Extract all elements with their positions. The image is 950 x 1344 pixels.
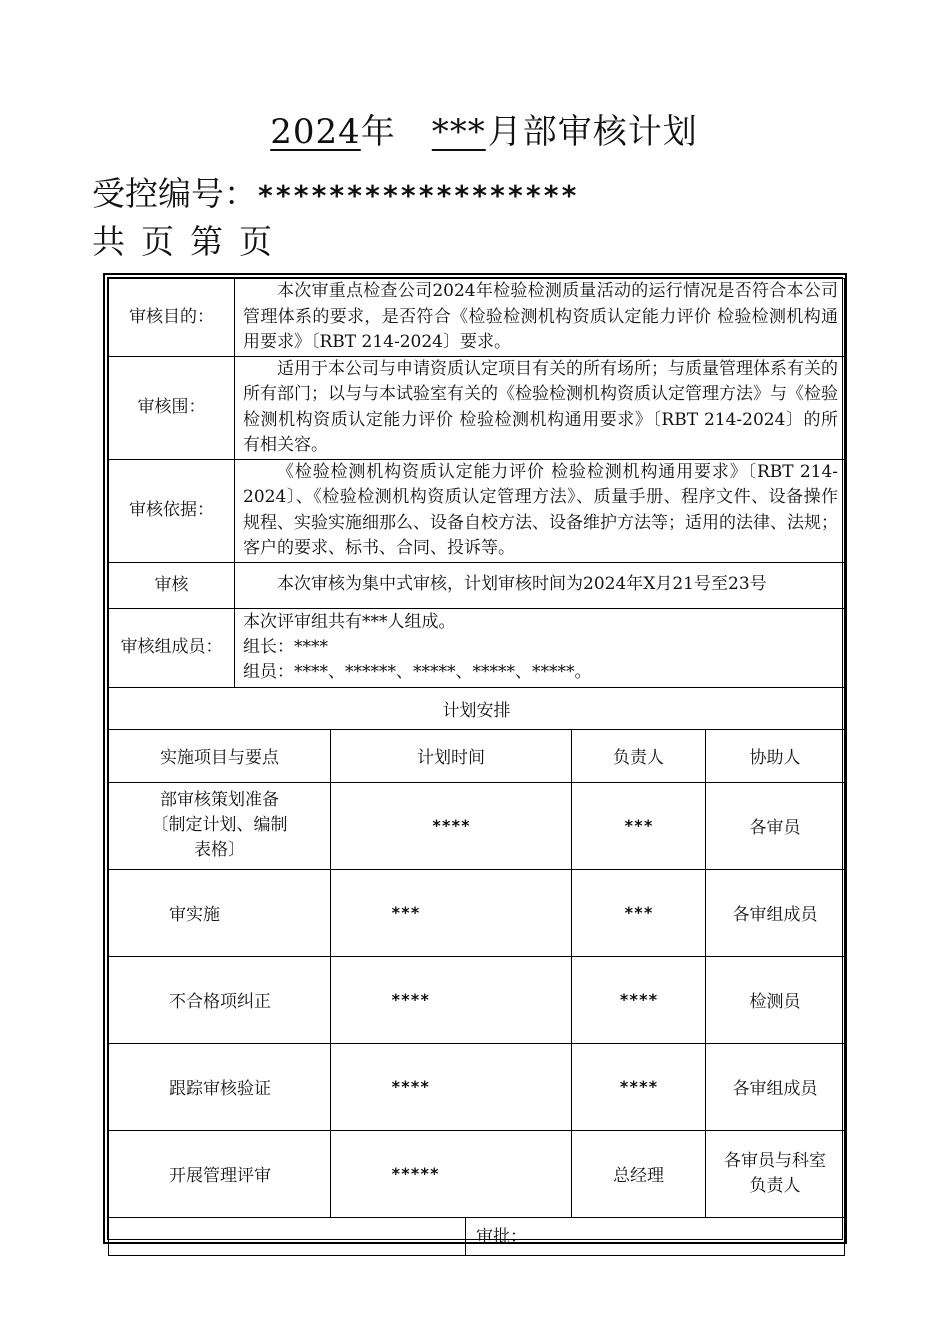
document-title xyxy=(0,104,950,153)
pages-current-unit: 页 xyxy=(239,222,272,261)
plan-owner: **** xyxy=(572,1043,706,1130)
plan-assist: 各审员 xyxy=(706,782,845,869)
members-row xyxy=(109,608,845,687)
title-year-suffix: 年 xyxy=(360,112,396,152)
plan-row xyxy=(109,1130,845,1217)
time-text: 本次审核为集中式审核，计划审核时间为2024年X月21号至23号 xyxy=(235,562,845,608)
audit-plan-inner-frame xyxy=(107,277,843,1247)
plan-item: 跟踪审核验证 xyxy=(109,1043,331,1130)
plan-time: **** xyxy=(331,1043,572,1130)
plan-owner: **** xyxy=(572,956,706,1043)
header-assist: 协助人 xyxy=(706,729,845,782)
plan-time: *** xyxy=(331,869,572,956)
members-cell xyxy=(235,608,845,687)
pages-current-label: 第 xyxy=(190,222,223,261)
members-label: 审核组成员： xyxy=(109,608,235,687)
header-owner: 负责人 xyxy=(572,729,706,782)
header-time: 计划时间 xyxy=(331,729,572,782)
plan-title: 计划安排 xyxy=(109,687,845,729)
time-row xyxy=(109,562,845,608)
plan-row xyxy=(109,782,845,869)
plan-item: 不合格项纠正 xyxy=(109,956,331,1043)
plan-row xyxy=(109,869,845,956)
plan-assist: 检测员 xyxy=(706,956,845,1043)
plan-row xyxy=(109,956,845,1043)
audit-plan-table xyxy=(108,278,845,1256)
audit-plan-frame xyxy=(103,273,847,1247)
plan-item: 部审核策划准备〔制定计划、编制表格〕 xyxy=(109,782,331,869)
plan-assist: 各审组成员 xyxy=(706,869,845,956)
purpose-text: 本次审重点检查公司2024年检验检测质量活动的运行情况是否符合本公司管理体系的要求，是否符合《检验检测机构资质认定能力评价 检验检测机构通用要求》〔RBT 214-2024〕要求。 xyxy=(235,279,845,357)
header-item: 实施项目与要点 xyxy=(109,729,331,782)
plan-assist: 各审员与科室负责人 xyxy=(706,1130,845,1217)
page-count-line xyxy=(92,216,288,263)
plan-time: ***** xyxy=(331,1130,572,1217)
approval-blank-cell xyxy=(109,1217,466,1255)
basis-row xyxy=(109,459,845,562)
plan-row xyxy=(109,1043,845,1130)
plan-header-row xyxy=(109,729,845,782)
approval-label: 审批： xyxy=(466,1217,845,1255)
scope-row xyxy=(109,356,845,459)
scope-text: 适用于本公司与申请资质认定项目有关的所有场所；与质量管理体系有关的所有部门；以与与本试验室有关的《检验检测机构资质认定管理方法》与《检验检测机构资质认定能力评价 检验检测机构通用要求》〔RBT 214-2024〕的所有相关容。 xyxy=(235,356,845,459)
basis-text: 《检验检测机构资质认定能力评价 检验检测机构通用要求》〔RBT 214-2024〕、《检验检测机构资质认定管理方法》、质量手册、程序文件、设备操作规程、实验实施细那么、设备自校方法、设备维护方法等；适用的法律、法规；客户的要求、标书、合同、投诉等。 xyxy=(235,459,845,562)
members-summary: 本次评审组共有***人组成。 xyxy=(243,612,456,632)
plan-time: **** xyxy=(331,782,572,869)
pages-total-label: 共 xyxy=(92,222,125,261)
plan-time: **** xyxy=(331,956,572,1043)
basis-label: 审核依据： xyxy=(109,459,235,562)
control-number-line xyxy=(92,168,578,215)
title-month: *** xyxy=(431,112,486,152)
members-leader: 组长：**** xyxy=(243,637,328,657)
members-list: 组员：****、******、*****、*****、*****。 xyxy=(243,662,592,682)
control-number: ****************** xyxy=(257,179,579,212)
scope-label: 审核围： xyxy=(109,356,235,459)
approval-row xyxy=(109,1217,845,1255)
title-year: 2024 xyxy=(270,112,361,152)
plan-assist: 各审组成员 xyxy=(706,1043,845,1130)
plan-owner: 总经理 xyxy=(572,1130,706,1217)
plan-owner: *** xyxy=(572,782,706,869)
purpose-row xyxy=(109,279,845,357)
plan-owner: *** xyxy=(572,869,706,956)
control-label: 受控编号： xyxy=(92,174,257,213)
time-label: 审核 xyxy=(109,562,235,608)
plan-item: 审实施 xyxy=(109,869,331,956)
plan-item: 开展管理评审 xyxy=(109,1130,331,1217)
plan-title-row xyxy=(109,687,845,729)
title-suffix: 月部审核计划 xyxy=(487,112,698,152)
pages-total-unit: 页 xyxy=(141,222,174,261)
purpose-label: 审核目的： xyxy=(109,279,235,357)
